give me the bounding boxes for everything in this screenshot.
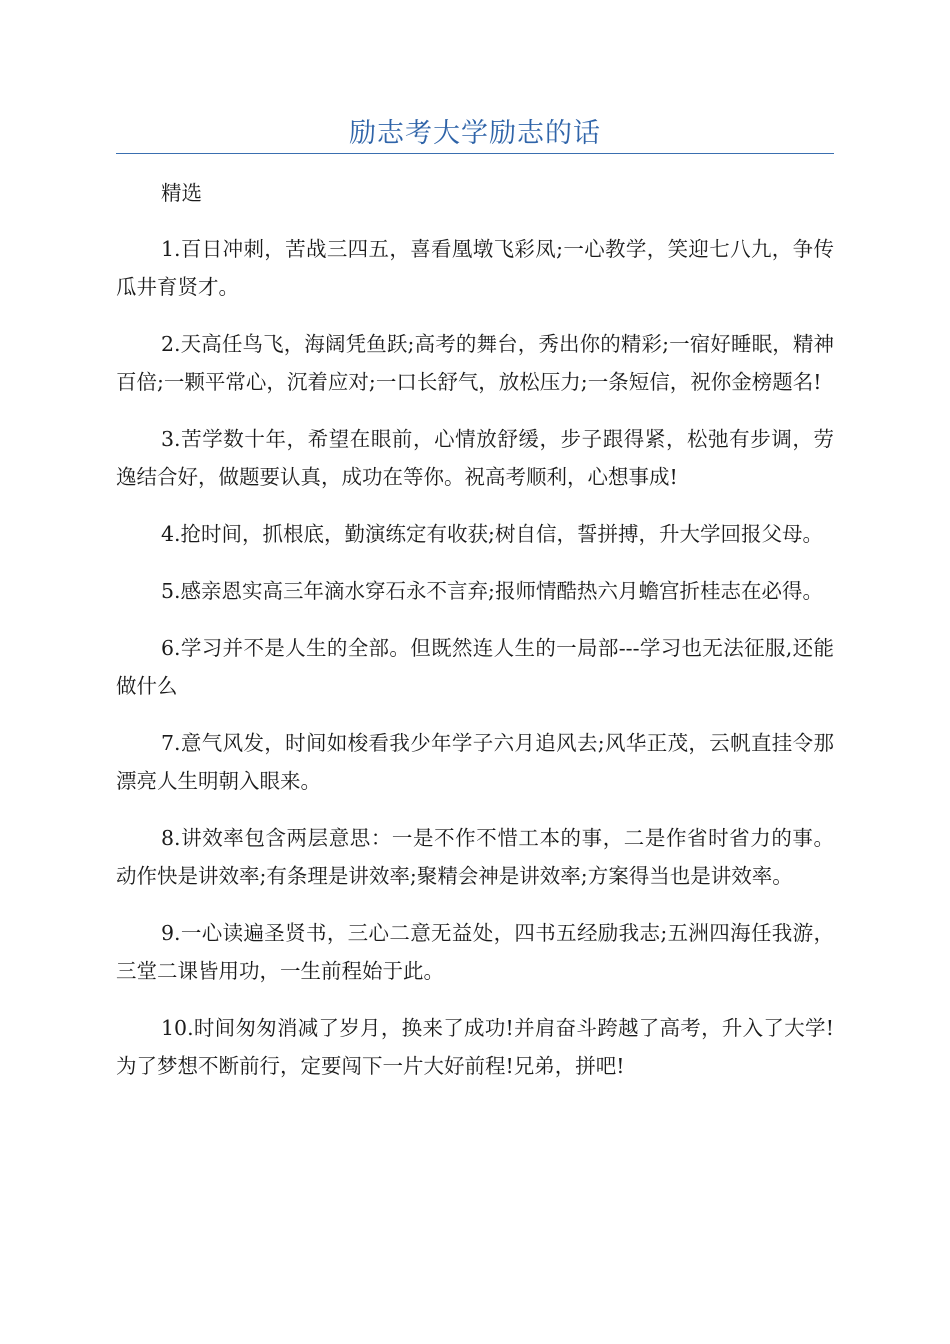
- quote-item-1: 1.百日冲刺，苦战三四五，喜看凰墩飞彩凤;一心教学，笑迎七八九，争传瓜井育贤才。: [116, 237, 834, 299]
- section-label: 精选: [161, 181, 202, 205]
- quote-item-3: 3.苦学数十年，希望在眼前，心情放舒缓，步子跟得紧，松弛有步调，劳逸结合好，做题要认真，成功在等你。祝高考顺利，心想事成!: [116, 427, 834, 489]
- quote-item-2: 2.天高任鸟飞，海阔凭鱼跃;高考的舞台，秀出你的精彩;一宿好睡眠，精神百倍;一颗平常心，沉着应对;一口长舒气，放松压力;一条短信，祝你金榜题名!: [116, 332, 834, 394]
- quote-item-6: 6.学习并不是人生的全部。但既然连人生的一局部---学习也无法征服,还能做什么: [116, 636, 834, 698]
- quote-item-4: 4.抢时间，抓根底，勤演练定有收获;树自信，誓拼搏，升大学回报父母。: [161, 522, 823, 546]
- quote-item-9: 9.一心读遍圣贤书，三心二意无益处，四书五经励我志;五洲四海任我游，三堂二课皆用功，一生前程始于此。: [116, 921, 834, 983]
- quote-item-10: 10.时间匆匆消减了岁月，换来了成功!并肩奋斗跨越了高考，升入了大学!为了梦想不断前行，定要闯下一片大好前程!兄弟，拼吧!: [116, 1016, 834, 1078]
- quote-item-8: 8.讲效率包含两层意思：一是不作不惜工本的事，二是作省时省力的事。动作快是讲效率;有条理是讲效率;聚精会神是讲效率;方案得当也是讲效率。: [116, 826, 834, 888]
- quote-item-5: 5.感亲恩实高三年滴水穿石永不言弃;报师情酷热六月蟾宫折桂志在必得。: [161, 579, 823, 603]
- quote-item-7: 7.意气风发，时间如梭看我少年学子六月追风去;风华正茂，云帆直挂令那漂亮人生明朝入眼来。: [116, 731, 834, 793]
- document-title: 励志考大学励志的话: [349, 118, 601, 149]
- title-underline: [116, 153, 834, 154]
- document-body: [116, 174, 834, 1104]
